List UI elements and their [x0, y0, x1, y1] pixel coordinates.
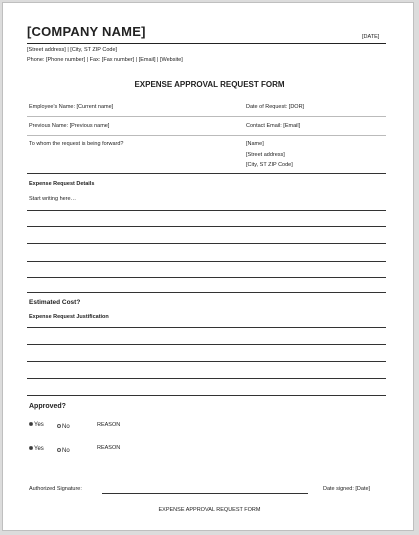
details-heading: Expense Request Details	[29, 181, 95, 187]
details-line[interactable]	[27, 226, 386, 227]
recipient-city[interactable]: [City, ST ZIP Code]	[246, 162, 293, 168]
header-divider	[27, 43, 386, 44]
justification-line[interactable]	[27, 395, 386, 396]
date-of-request-field[interactable]: Date of Request: [DOR]	[246, 104, 305, 110]
company-contact: Phone: [Phone number] | Fax: [Fax number] | [Email] | [Website]	[27, 57, 183, 63]
recipient-street[interactable]: [Street address]	[246, 152, 285, 158]
approval-no-option[interactable]: No	[57, 424, 70, 430]
forward-to-label: To whom the request is being forward?	[29, 141, 124, 147]
approval-no-option[interactable]: No	[57, 448, 70, 454]
justification-line[interactable]	[27, 327, 386, 328]
company-address: [Street address] | [City, ST ZIP Code]	[27, 47, 118, 53]
row-divider	[27, 135, 386, 136]
details-line[interactable]	[27, 243, 386, 244]
company-name: [COMPANY NAME]	[27, 24, 146, 39]
details-placeholder[interactable]: Start writing here…	[29, 196, 77, 202]
justification-line[interactable]	[27, 344, 386, 345]
estimated-cost-label: Estimated Cost?	[29, 299, 81, 306]
radio-selected-icon[interactable]	[29, 446, 33, 450]
justification-heading: Expense Request Justification	[29, 314, 109, 320]
reason-label: REASON	[97, 422, 121, 428]
previous-name-field[interactable]: Previous Name: [Previous name]	[29, 123, 110, 129]
radio-empty-icon[interactable]	[57, 424, 61, 428]
details-line[interactable]	[27, 261, 386, 262]
recipient-name[interactable]: [Name]	[246, 141, 264, 147]
approval-yes-option[interactable]: Yes	[29, 422, 44, 428]
section-divider	[27, 173, 386, 174]
radio-empty-icon[interactable]	[57, 448, 61, 452]
header-date: [DATE]	[362, 34, 380, 40]
date-signed-field[interactable]: Date signed: [Date]	[323, 486, 371, 492]
details-line[interactable]	[27, 210, 386, 211]
approval-yes-option[interactable]: Yes	[29, 446, 44, 452]
form-title: EXPENSE APPROVAL REQUEST FORM	[134, 80, 285, 89]
justification-line[interactable]	[27, 378, 386, 379]
signature-line[interactable]	[102, 493, 308, 494]
radio-selected-icon[interactable]	[29, 422, 33, 426]
details-line[interactable]	[27, 292, 386, 293]
contact-email-field[interactable]: Contact Email: [Email]	[246, 123, 301, 129]
reason-label: REASON	[97, 445, 121, 451]
row-divider	[27, 116, 386, 117]
employee-name-field[interactable]: Employee's Name: [Current name]	[29, 104, 114, 110]
authorized-signature-label: Authorized Signature:	[29, 486, 82, 492]
justification-line[interactable]	[27, 361, 386, 362]
footer-title: EXPENSE APPROVAL REQUEST FORM	[158, 507, 261, 513]
approved-heading: Approved?	[29, 403, 66, 410]
details-line[interactable]	[27, 277, 386, 278]
